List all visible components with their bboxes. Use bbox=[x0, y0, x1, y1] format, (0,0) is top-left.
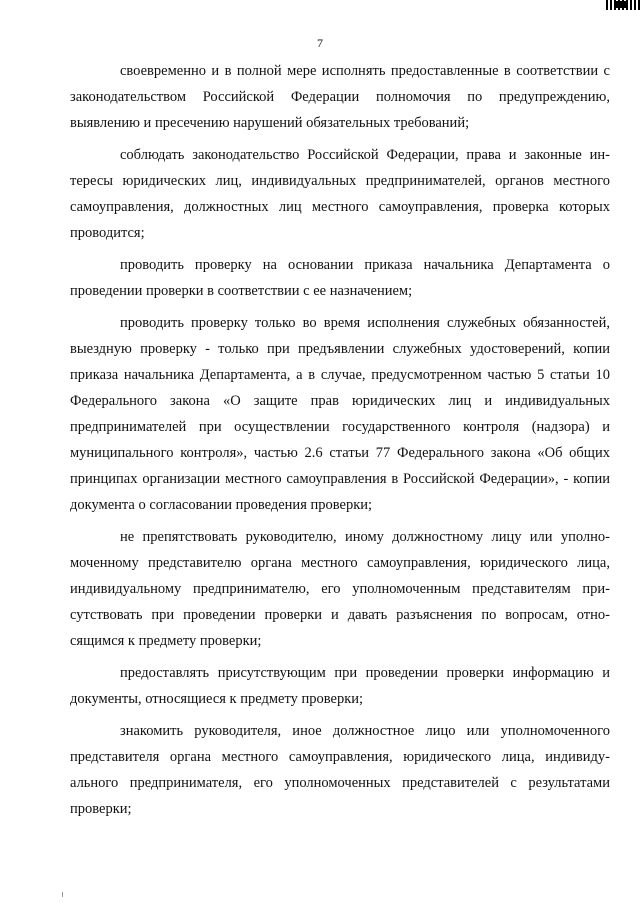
document-body bbox=[70, 58, 610, 822]
paragraph: не препятствовать руководителю, иному должностному лицу или уполномоченному представителю органа местного самоуправления, юридического лица, индивидуальному предпринимателю, его уполномоченным представителям присутствовать при проведении проверки и давать разъяснения по вопросам, относящимся к предмету проверки; bbox=[70, 529, 610, 649]
paragraph: соблюдать законодательство Российской Федерации, права и законные интересы юридических лиц, индивидуальных предпринимателей, органов местного самоуправления, должностных лиц местного самоуправления, проверка которых проводится; bbox=[70, 147, 610, 241]
paragraph: проводить проверку на основании приказа начальника Департамента о проведении проверки в соответствии с ее назначением; bbox=[70, 257, 610, 299]
scan-edge-mark bbox=[62, 892, 63, 897]
page-number: 7 bbox=[317, 36, 323, 50]
scan-barcode-mark bbox=[606, 0, 640, 10]
paragraph: своевременно и в полной мере исполнять предоставленные в соответствии с законодательством Российской Федерации полномочия по предупреждению, выявлению и пресечению нарушений обязательных требований; bbox=[70, 63, 610, 131]
paragraph: предоставлять присутствующим при проведении проверки информацию и документы, относящиеся к предмету проверки; bbox=[70, 665, 610, 707]
paragraph: знакомить руководителя, иное должностное лицо или уполномоченного представителя органа местного самоуправления, юридического лица, индивидуального предпринимателя, его уполномоченных представителей с результатами проверки; bbox=[70, 723, 610, 817]
paragraph: проводить проверку только во время исполнения служебных обязанностей, выездную проверку - только при предъявлении служебных удостоверений, копии приказа начальника Департамента, а в случае, предусмотренном частью 5 статьи 10 Федерального закона «О защите прав юридических лиц и индивидуальных предпринимателей при осуществлении государственного контроля (надзора) и муниципального контроля», частью 2.6 статьи 77 Федерального закона «Об общих принципах организации местного самоуправления в Российской Федерации», - копии документа о согласовании проведения проверки; bbox=[70, 315, 610, 513]
